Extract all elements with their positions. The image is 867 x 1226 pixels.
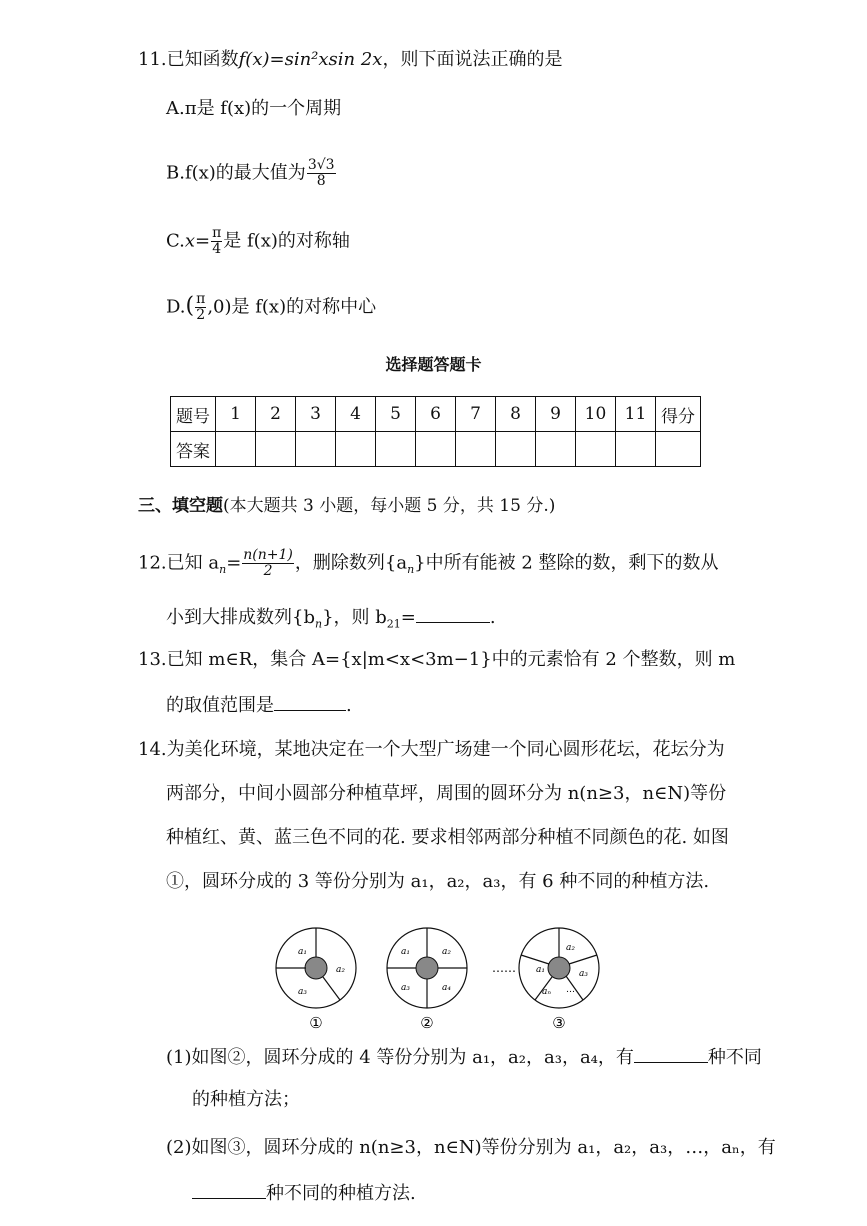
option-c-frac-num: π (212, 225, 222, 241)
q14-sub1-answer-blank[interactable] (634, 1044, 708, 1063)
card-number-cell: 11 (616, 397, 656, 432)
fig2-lawn-circle (416, 957, 438, 979)
q11-option-d (166, 292, 376, 323)
option-d-frac-den: 2 (196, 307, 206, 323)
flower-bed-figures (270, 920, 610, 1034)
q12-pre-sub: n (219, 563, 227, 577)
q12-line2-mid: }，则 b (322, 607, 387, 628)
q14-sub1-line1 (166, 1044, 762, 1070)
q14-line2: 两部分，中间小圆部分种植草坪，周围的圆环分为 n(n≥3，n∈N)等份 (166, 783, 727, 804)
fig3-seg-label: a₁ (536, 965, 545, 975)
q14-line1 (138, 738, 725, 762)
card-number-cell: 3 (296, 397, 336, 432)
q13-answer-blank[interactable] (274, 692, 346, 711)
fig1-seg-label: a₁ (298, 947, 307, 957)
q14-sub2-answer-blank[interactable] (192, 1180, 266, 1199)
fig1-seg-label: a₂ (336, 965, 345, 975)
fig1-label: ① (309, 1014, 323, 1032)
answer-cell[interactable] (376, 432, 416, 467)
q13-line2-text: 的取值范围是 (166, 695, 274, 716)
option-a-text: π是 f(x)的一个周期 (184, 98, 342, 119)
row-header-number: 题号 (171, 397, 216, 432)
answer-cell[interactable] (616, 432, 656, 467)
option-c-label: C. (166, 230, 185, 252)
fig3-label: ③ (552, 1014, 566, 1032)
option-d-paren-rest: ,0) (207, 296, 232, 318)
q12-line2-sub: n (314, 617, 323, 631)
q12-eq: = (226, 552, 242, 574)
q12-line2-sub2: 21 (386, 617, 401, 631)
figure-ellipsis: …… (492, 961, 516, 975)
fig1-lawn-circle (305, 957, 327, 979)
fig2-seg-label: a₃ (401, 983, 410, 993)
option-d-post: 是 f(x)的对称中心 (231, 296, 377, 318)
fig2-seg-label: a₁ (401, 947, 410, 957)
option-b-frac-den: 8 (316, 173, 326, 189)
q14-line3: 种植红、黄、蓝三色不同的花. 要求相邻两部分种植不同颜色的花. 如图 (166, 827, 729, 848)
option-a-label: A. (166, 98, 185, 119)
fig3-seg-label: aₙ (542, 987, 552, 997)
q12-number: 12. (138, 552, 167, 574)
section-3-heading (138, 494, 555, 518)
card-number-cell: 5 (376, 397, 416, 432)
answer-card-title: 选择题答题卡 (385, 355, 482, 374)
q11-option-c (166, 226, 350, 257)
q12-answer-blank[interactable] (416, 604, 490, 623)
answer-cell[interactable] (496, 432, 536, 467)
q12-post: ，删除数列{a (294, 552, 408, 574)
q14-sub1-line2: 的种植方法； (192, 1089, 300, 1110)
option-b-fraction (307, 158, 336, 189)
figure-1 (276, 928, 356, 1032)
q14-sub2-post: 种不同的种植方法. (266, 1183, 416, 1204)
option-c-fraction (211, 226, 222, 257)
q12-line2-pre: 小到大排成数列{b (166, 607, 315, 628)
q13-line1-text: 已知 m∈R，集合 A={x|m<x<3m−1}中的元素恰有 2 个整数，则 m (166, 649, 736, 670)
option-d-paren: ( (185, 293, 195, 319)
q12-frac-den: 2 (263, 563, 273, 579)
answer-card-row-answers (171, 432, 701, 467)
card-number-cell: 9 (536, 397, 576, 432)
option-b-frac-num: 3√3 (307, 157, 335, 173)
option-d-fraction (195, 292, 206, 323)
section-3-title: 三、填空题 (138, 496, 223, 516)
q14-sub2-line2 (192, 1180, 416, 1206)
answer-cell[interactable] (536, 432, 576, 467)
section-3-desc: (本大题共 3 小题，每小题 5 分，共 15 分.) (223, 496, 556, 516)
answer-cell[interactable] (216, 432, 256, 467)
answer-cell[interactable] (336, 432, 376, 467)
option-b-text: f(x)的最大值为 (184, 162, 306, 184)
fig2-seg-label: a₂ (442, 947, 451, 957)
q11-stem-prefix: 已知函数 (166, 49, 239, 70)
option-c-frac-den: 4 (212, 241, 222, 257)
q14-sub1-post: 种不同 (707, 1047, 762, 1068)
fig3-seg-label: … (566, 985, 575, 995)
q13-line2-tail: . (346, 695, 352, 716)
score-header-cell: 得分 (656, 397, 701, 432)
row-header-answer: 答案 (171, 432, 216, 467)
q13-line1 (138, 648, 735, 672)
q11-stem (138, 48, 562, 72)
answer-card-row-numbers (171, 397, 701, 432)
q11-func-def: f(x)=sin²xsin 2x (238, 49, 383, 70)
fig3-divider (521, 955, 549, 964)
q12-frac-num: n(n+1) (243, 547, 293, 563)
q14-line1-text: 为美化环境，某地决定在一个大型广场建一个同心圆形花坛，花坛分为 (166, 739, 725, 760)
option-d-label: D. (166, 296, 186, 318)
q13-line2 (166, 692, 352, 718)
q11-option-b (166, 158, 337, 189)
fig3-seg-label: a₃ (579, 969, 588, 979)
q14-line4: ①，圆环分成的 3 等份分别为 a₁，a₂，a₃，有 6 种不同的种植方法. (166, 871, 710, 892)
fig1-divider (323, 977, 340, 1000)
fig3-seg-label: a₂ (566, 943, 575, 953)
figure-2 (387, 928, 467, 1032)
card-number-cell: 2 (256, 397, 296, 432)
card-number-cell: 6 (416, 397, 456, 432)
answer-cell[interactable] (416, 432, 456, 467)
card-number-cell: 4 (336, 397, 376, 432)
fig2-label: ② (420, 1014, 434, 1032)
figure-3 (519, 928, 599, 1032)
score-cell[interactable] (656, 432, 701, 467)
answer-card-table (170, 396, 701, 467)
card-number-cell: 8 (496, 397, 536, 432)
answer-cell[interactable] (576, 432, 616, 467)
q12-line2-end: = (400, 607, 416, 628)
q14-sub1-pre: (1)如图②，圆环分成的 4 等份分别为 a₁，a₂，a₃，a₄，有 (166, 1047, 634, 1068)
option-d-frac-num: π (196, 291, 206, 307)
q11-option-a (166, 97, 341, 121)
card-number-cell: 1 (216, 397, 256, 432)
q12-line2-tail: . (489, 607, 496, 628)
option-c-pre: x= (184, 230, 211, 252)
q12-line1 (138, 548, 719, 582)
answer-cell[interactable] (296, 432, 336, 467)
answer-cell[interactable] (456, 432, 496, 467)
q14-number: 14. (138, 739, 167, 760)
q12-line2 (166, 604, 496, 637)
q12-fraction (242, 548, 294, 579)
card-number-cell: 10 (576, 397, 616, 432)
answer-cell[interactable] (256, 432, 296, 467)
q14-sub2-line1: (2)如图③，圆环分成的 n(n≥3，n∈N)等份分别为 a₁，a₂，a₃，…，aₙ，有 (166, 1137, 776, 1158)
q12-post-end: }中所有能被 2 整除的数，剩下的数从 (414, 552, 719, 574)
q12-post-sub: n (407, 563, 415, 577)
card-number-cell: 7 (456, 397, 496, 432)
fig3-divider (569, 955, 597, 964)
q12-pre: 已知 a (166, 552, 220, 574)
fig3-lawn-circle (548, 957, 570, 979)
q11-stem-suffix: ，则下面说法正确的是 (382, 49, 563, 70)
option-c-post: 是 f(x)的对称轴 (223, 230, 350, 252)
fig2-seg-label: a₄ (442, 983, 451, 993)
fig1-seg-label: a₃ (298, 987, 307, 997)
q11-number: 11. (138, 49, 167, 70)
q13-number: 13. (138, 649, 167, 670)
option-b-label: B. (166, 162, 185, 184)
